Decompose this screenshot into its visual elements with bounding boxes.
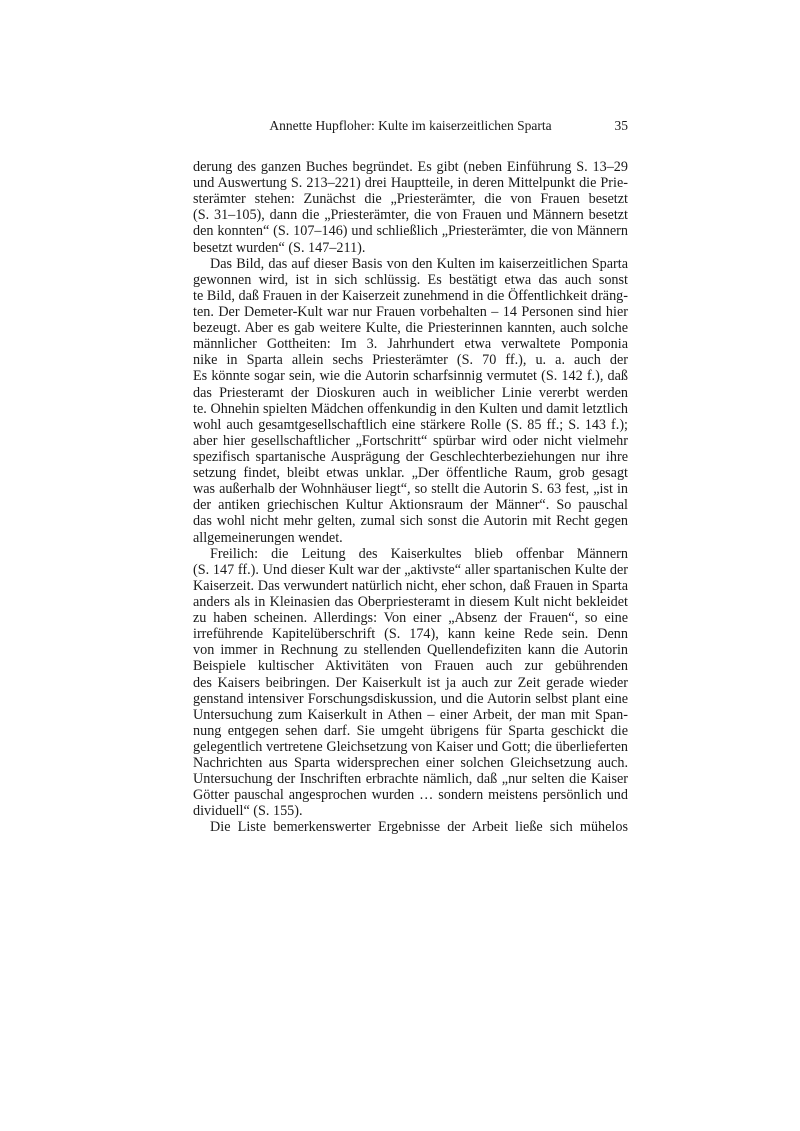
text-line: aber hier gesellschaftlicher „Fortschritt“ spürbar wird oder nicht vielmehr xyxy=(193,432,628,449)
text-line: sterämter stehen: Zunächst die „Priesterämter, die von Frauen besetzt xyxy=(193,191,628,208)
text-line: Götter pauschal angesprochen wurden … sondern meistens persönlich und xyxy=(193,787,628,804)
paragraph xyxy=(193,159,628,256)
text-line: wohl auch gesamtgesellschaftlich eine stärkere Rolle (S. 85 ff.; S. 143 f.); xyxy=(193,416,628,433)
text-line: das wohl nicht mehr gelten, zumal sich sonst die Autorin mit Recht gegen xyxy=(193,513,628,530)
text-line: des Kaisers beibringen. Der Kaiserkult ist ja auch zur Zeit gerade wieder xyxy=(193,674,628,691)
text-line: ten. Der Demeter-Kult war nur Frauen vorbehalten – 14 Personen sind hier xyxy=(193,303,628,320)
text-line: Nachrichten aus Sparta widersprechen einer solchen Gleichsetzung auch. xyxy=(193,755,628,772)
text-line: Es könnte sogar sein, wie die Autorin scharfsinnig vermutet (S. 142 f.), daß xyxy=(193,368,628,385)
running-title: Annette Hupfloher: Kulte im kaiserzeitlichen Sparta xyxy=(269,118,552,133)
text-line: und Auswertung S. 213–221) drei Hauptteile, in deren Mittelpunkt die Prie- xyxy=(193,175,628,192)
text-line: nung entgegen sehen darf. Sie umgeht übrigens für Sparta geschickt die xyxy=(193,722,628,739)
text-line: Das Bild, das auf dieser Basis von den Kulten im kaiserzeitlichen Sparta xyxy=(210,255,628,272)
text-line: gewonnen wird, ist in sich schlüssig. Es bestätigt etwa das auch sonst xyxy=(193,271,628,288)
text-line: besetzt wurden“ (S. 147–211). xyxy=(193,239,366,256)
paragraph xyxy=(193,546,628,820)
text-line: te. Ohnehin spielten Mädchen offenkundig in den Kulten und damit letztlich xyxy=(193,400,628,417)
text-line: te Bild, daß Frauen in der Kaiserzeit zunehmend in die Öffentlichkeit dräng- xyxy=(193,287,628,304)
text-line: zu haben scheinen. Allerdings: Von einer „Absenz der Frauen“, so eine xyxy=(193,610,628,627)
paragraph xyxy=(193,256,628,546)
text-line: das Priesteramt der Dioskuren auch in weiblicher Linie vererbt werden xyxy=(193,384,628,401)
text-line: den konnten“ (S. 107–146) und schließlich „Priesterämter, die von Männern xyxy=(193,223,628,240)
text-line: allgemeinerungen wendet. xyxy=(193,529,343,546)
text-line: (S. 31–105), dann die „Priesterämter, die von Frauen und Männern besetzt xyxy=(193,207,628,224)
text-line: Die Liste bemerkenswerter Ergebnisse der Arbeit ließe sich mühelos xyxy=(210,819,628,836)
text-line: männlicher Gottheiten: Im 3. Jahrhundert etwa verwaltete Pomponia xyxy=(193,336,628,353)
text-line: genstand intensiver Forschungsdiskussion, und die Autorin selbst plant eine xyxy=(193,690,628,707)
text-line: setzung findet, bleibt etwas unklar. „Der öffentliche Raum, grob gesagt xyxy=(193,465,628,482)
text-line: derung des ganzen Buches begründet. Es gibt (neben Einführung S. 13–29 xyxy=(193,159,628,175)
text-line: Untersuchung der Inschriften erbrachte nämlich, daß „nur selten die Kaiser xyxy=(193,771,628,788)
text-line: was außerhalb der Wohnhäuser liegt“, so stellt die Autorin S. 63 fest, „ist in xyxy=(193,481,628,498)
paragraph xyxy=(193,819,628,835)
text-line: von immer in Rechnung zu stellenden Quellendefiziten kann die Autorin xyxy=(193,642,628,659)
text-line: Freilich: die Leitung des Kaiserkultes blieb offenbar Männern xyxy=(210,545,628,562)
text-line: (S. 147 ff.). Und dieser Kult war der „aktivste“ aller spartanischen Kulte der xyxy=(193,561,628,578)
text-line: Kaiserzeit. Das verwundert natürlich nicht, eher schon, daß Frauen in Sparta xyxy=(193,577,628,594)
body-text xyxy=(193,159,628,836)
text-line: irreführende Kapitelüberschrift (S. 174), kann keine Rede sein. Denn xyxy=(193,626,628,643)
text-line: anders als in Kleinasien das Oberpriesteramt in diesem Kult nicht bekleidet xyxy=(193,593,628,610)
text-line: der antiken griechischen Kultur Aktionsraum der Männer“. So pauschal xyxy=(193,497,628,514)
running-header xyxy=(193,118,628,136)
page-number: 35 xyxy=(614,118,628,133)
text-line: spezifisch spartanische Ausprägung der Geschlechterbeziehungen nur ihre xyxy=(193,448,628,465)
text-line: gelegentlich vertretene Gleichsetzung von Kaiser und Gott; die überlieferten xyxy=(193,738,628,755)
text-line: bezeugt. Aber es gab weitere Kulte, die Priesterinnen kannten, auch solche xyxy=(193,320,628,337)
text-line: Untersuchung zum Kaiserkult in Athen – einer Arbeit, der man mit Span- xyxy=(193,706,628,723)
text-line: Beispiele kultischer Aktivitäten von Frauen auch zur gebührenden xyxy=(193,658,628,675)
text-line: dividuell“ (S. 155). xyxy=(193,803,303,820)
text-line: nike in Sparta allein sechs Priesterämter (S. 70 ff.), u. a. auch der xyxy=(193,352,628,369)
